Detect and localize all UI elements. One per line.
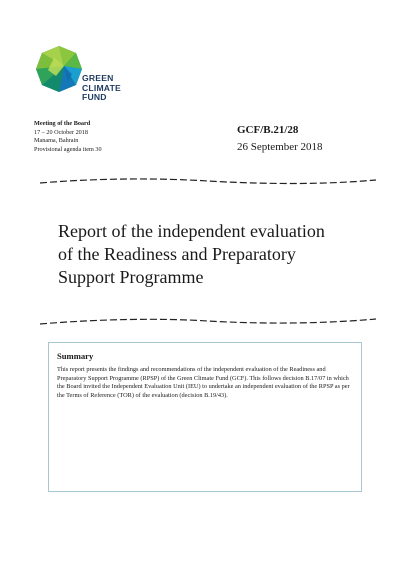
logo-line-3: FUND: [82, 92, 107, 103]
logo-line-1: GREEN: [82, 73, 114, 83]
report-title: [58, 220, 368, 289]
decorative-wave-divider-bottom: [40, 316, 376, 328]
logo-wordmark: [82, 74, 121, 103]
report-title-line-1: Report of the independent evaluation: [58, 221, 325, 241]
decorative-wave-divider-top: [40, 176, 376, 188]
meeting-title: Meeting of the Board: [34, 120, 91, 127]
document-reference: GCF/B.21/28: [237, 124, 299, 136]
logo-line-2: CLIMATE: [82, 82, 121, 93]
meeting-info: [34, 120, 102, 154]
report-title-line-2: of the Readiness and Preparatory: [58, 244, 296, 264]
meeting-location: Manama, Bahrain: [34, 137, 79, 145]
summary-heading: Summary: [57, 351, 94, 361]
meeting-dates: 17 – 20 October 2018: [34, 128, 88, 136]
report-title-line-3: Support Programme: [58, 267, 204, 287]
green-climate-fund-logo-icon: [34, 44, 84, 94]
meeting-agenda-item: Provisional agenda item 30: [34, 145, 102, 153]
summary-box: [48, 342, 362, 492]
document-date: 26 September 2018: [237, 141, 323, 153]
summary-body: This report presents the findings and recommendations of the independent evaluation of the Readiness and Preparatory Support Programme (RPSP) of the Green Climate Fund (GCF). This follows decision B.17/07 in which the Board invited the Independent Evaluation Unit (IEU) to undertake an independent evaluation of the RPSP as per the Terms of Reference (TOR) of the evaluation (decision B.19/43).: [57, 366, 350, 399]
